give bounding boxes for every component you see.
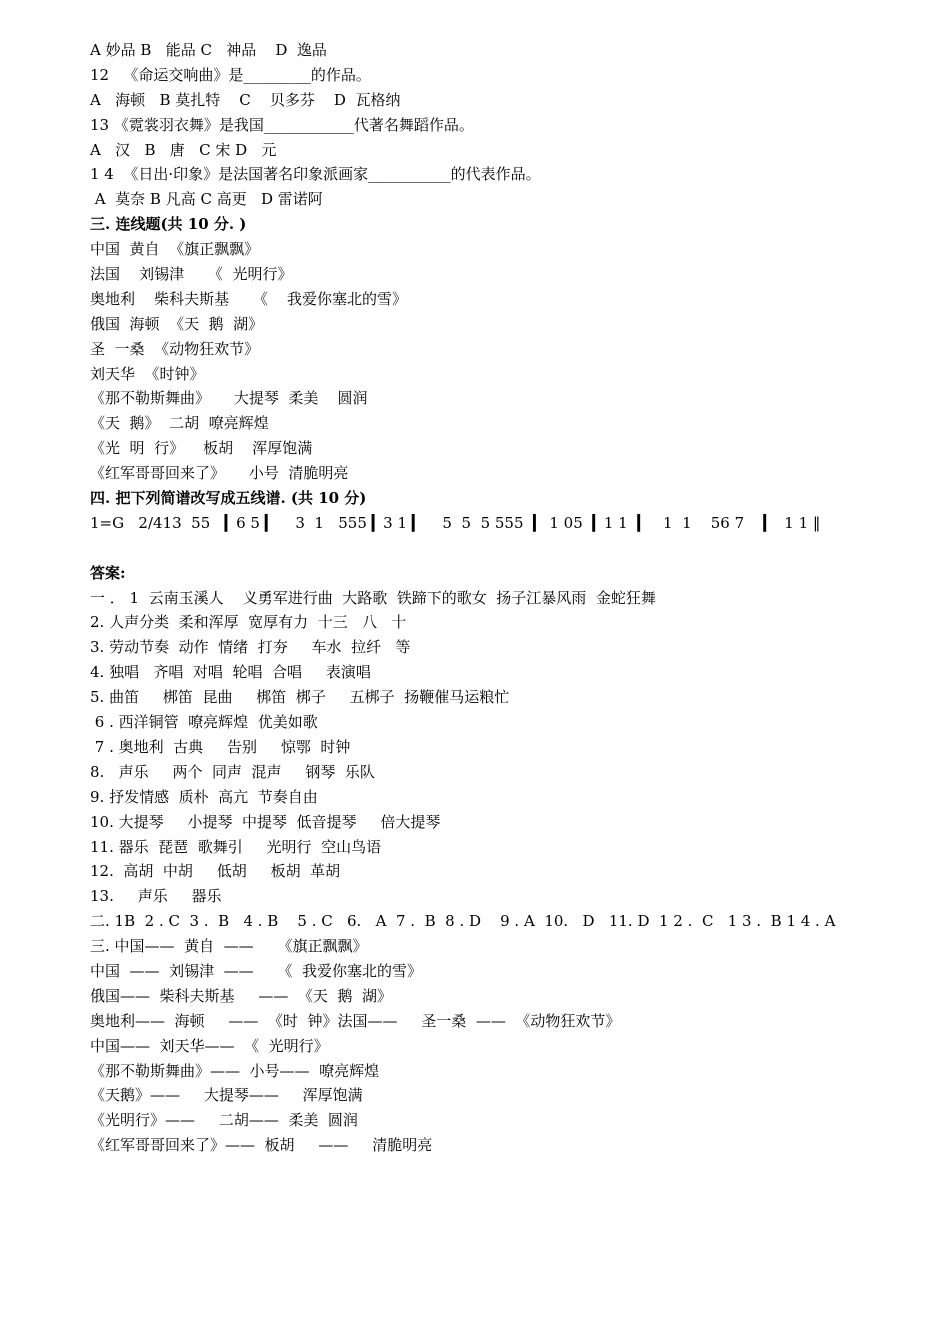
answer-line: 《红军哥哥回来了》—— 板胡 —— 清脆明亮 — [90, 1136, 433, 1155]
answer-line: 11. 器乐 琵琶 歌舞引 光明行 空山鸟语 — [90, 837, 382, 856]
answer-line: 2. 人声分类 柔和浑厚 宽厚有力 十三 八 十 — [90, 613, 407, 632]
answer-line: 《那不勒斯舞曲》—— 小号—— 嘹亮辉煌 — [90, 1061, 380, 1080]
section4-title: 四. 把下列简谱改写成五线谱. (共 10 分) — [90, 489, 367, 508]
q12-text: 12 《命运交响曲》是_________的作品。 — [90, 65, 371, 84]
spacer — [90, 536, 910, 561]
document-content — [90, 38, 910, 1158]
q14-text: 1 4 《日出·印象》是法国著名印象派画家___________的代表作品。 — [90, 165, 541, 184]
answer-line: 《光明行》—— 二胡—— 柔美 圆润 — [90, 1111, 358, 1130]
section3-line: 俄国 海顿 《天 鹅 湖》 — [90, 314, 264, 333]
answer-line: 5. 曲笛 梆笛 昆曲 梆笛 梆子 五梆子 扬鞭催马运粮忙 — [90, 688, 510, 707]
section3-line: 《天 鹅》 二胡 嘹亮辉煌 — [90, 414, 269, 433]
answer-line: 8. 声乐 两个 同声 混声 钢琴 乐队 — [90, 762, 375, 781]
q13-options: A 汉 B 唐 C 宋 D 元 — [90, 140, 277, 159]
section3-line: 《红军哥哥回来了》 小号 清脆明亮 — [90, 464, 349, 483]
answer-line: 10. 大提琴 小提琴 中提琴 低音提琴 倍大提琴 — [90, 812, 441, 831]
answer-line: 俄国—— 柴科夫斯基 —— 《天 鹅 湖》 — [90, 986, 392, 1005]
answer-line: 中国—— 刘天华—— 《 光明行》 — [90, 1036, 329, 1055]
answer-line: 三. 中国—— 黄自 —— 《旗正飘飘》 — [90, 937, 368, 956]
answer-line: 9. 抒发情感 质朴 高亢 节奏自由 — [90, 787, 318, 806]
section3-line: 圣 一桑 《动物狂欢节》 — [90, 339, 260, 358]
answer-line: 奥地利—— 海顿 —— 《时 钟》法国—— 圣一桑 —— 《动物狂欢节》 — [90, 1011, 621, 1030]
section3-line: 中国 黄自 《旗正飘飘》 — [90, 240, 260, 259]
answer-line: 6 . 西洋铜管 嘹亮辉煌 优美如歌 — [90, 713, 318, 732]
answer-line: 中国 —— 刘锡津 —— 《 我爱你塞北的雪》 — [90, 961, 422, 980]
section3-line: 刘天华 《时钟》 — [90, 364, 205, 383]
q13-text: 13 《霓裳羽衣舞》是我国____________代著名舞蹈作品。 — [90, 115, 474, 134]
q11-options: A 妙品 B 能品 C 神品 D 逸品 — [90, 41, 327, 59]
answers-title: 答案: — [90, 563, 126, 582]
answer-line: 二. 1B 2 . C 3 . B 4 . B 5 . C 6. A 7 . B 8 . D 9 . A 10. D 11. D 1 2 . C 1 3 . B 1 4 . A — [90, 912, 836, 931]
answer-line: 13. 声乐 器乐 — [90, 887, 222, 906]
q12-options: A 海顿 B 莫扎特 C 贝多芬 D 瓦格纳 — [90, 90, 401, 109]
answer-line: 一 ． 1 云南玉溪人 义勇军进行曲 大路歌 铁蹄下的歌女 扬子江暴风雨 金蛇狂舞 — [90, 588, 656, 607]
answer-line: 12. 高胡 中胡 低胡 板胡 革胡 — [90, 862, 341, 881]
section3-line: 法国 刘锡津 《 光明行》 — [90, 265, 293, 284]
answer-line: 7 . 奥地利 古典 告别 惊鄂 时钟 — [90, 737, 351, 756]
jianpu-score: 1=G 2/413 55 ▎6 5 ▎ 3 1 555 ▎3 1 ▎ 5 5 5 555 ▎ 1 05 ▎1 1 ▎ 1 1 56 7 ▎ 1 1 ‖ — [90, 513, 821, 532]
section3-line: 《光 明 行》 板胡 浑厚饱满 — [90, 439, 313, 458]
answer-line: 《天鹅》—— 大提琴—— 浑厚饱满 — [90, 1086, 363, 1105]
section3-title: 三. 连线题(共 10 分. ) — [90, 215, 247, 234]
answer-line: 3. 劳动节奏 动作 情绪 打夯 车水 拉纤 等 — [90, 638, 411, 657]
q14-options: A 莫奈 B 凡高 C 高更 D 雷诺阿 — [90, 190, 323, 209]
answer-line: 4. 独唱 齐唱 对唱 轮唱 合唱 表演唱 — [90, 663, 371, 682]
section3-line: 奥地利 柴科夫斯基 《 我爱你塞北的雪》 — [90, 289, 407, 308]
section3-line: 《那不勒斯舞曲》 大提琴 柔美 圆润 — [90, 389, 368, 408]
